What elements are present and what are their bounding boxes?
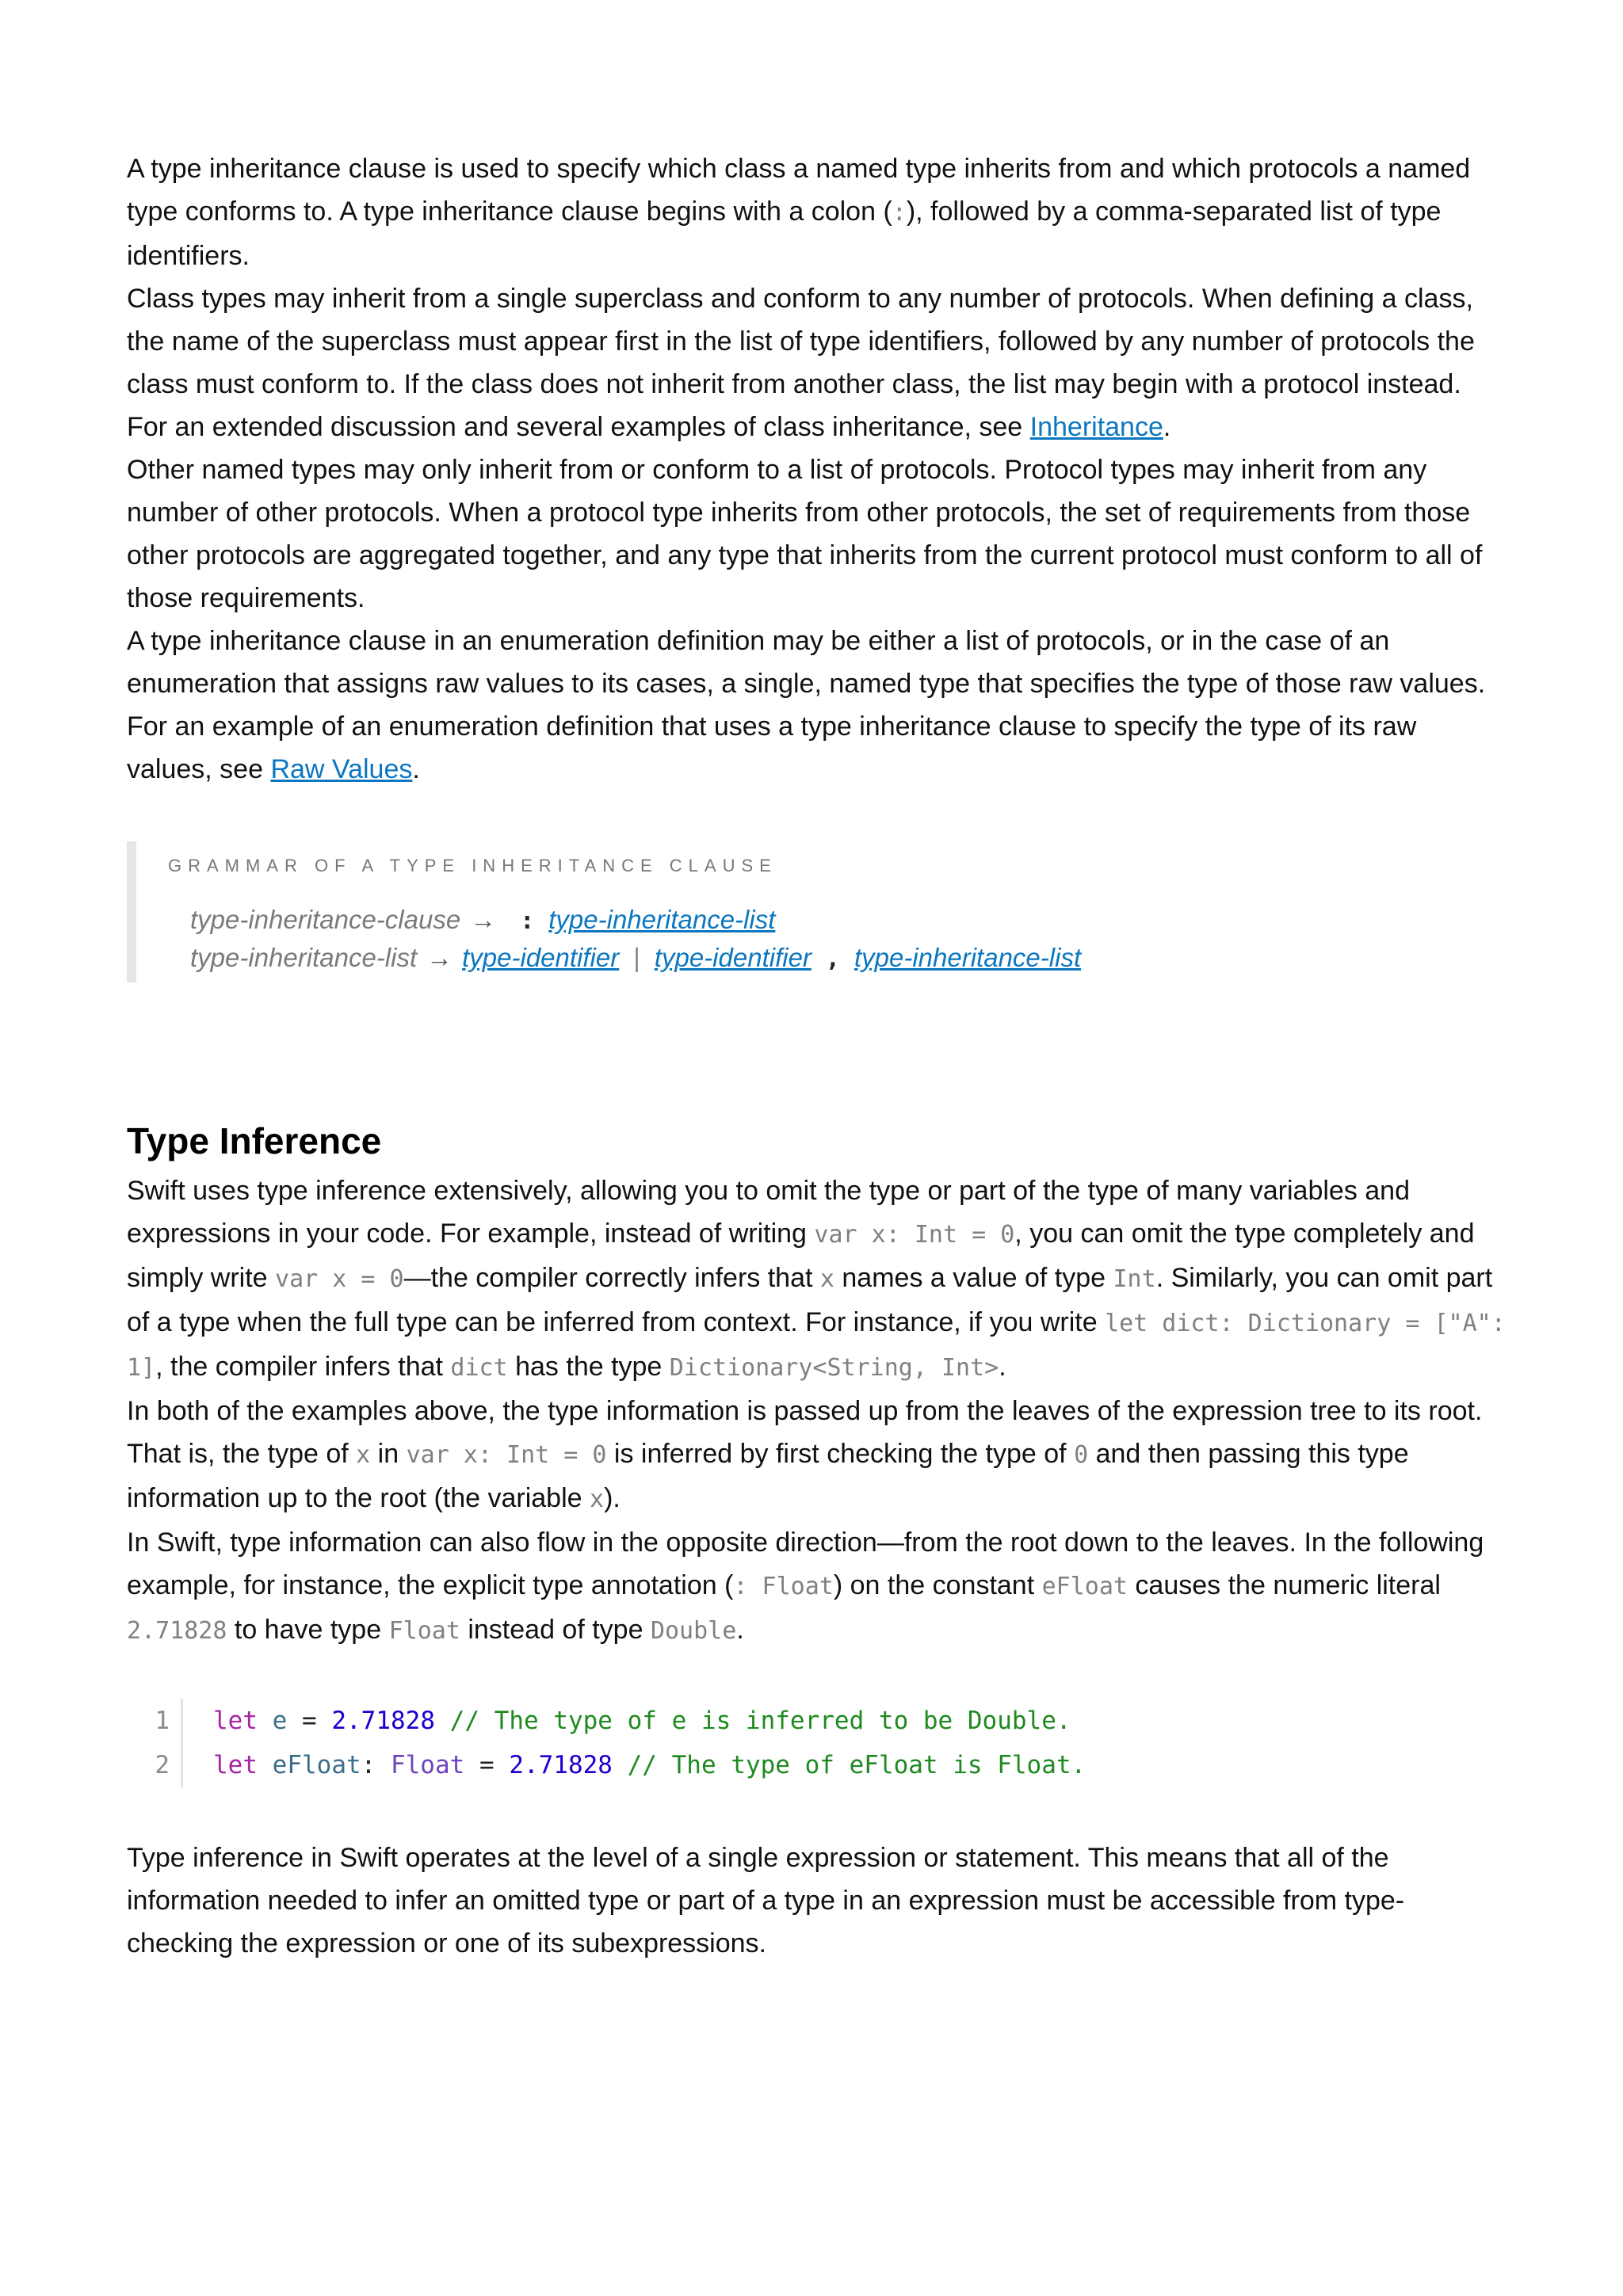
line-number: 1 (127, 1699, 183, 1743)
line-number: 2 (127, 1743, 183, 1787)
number-literal: 2.71828 (509, 1751, 613, 1779)
arrow-icon: → (470, 905, 497, 934)
paragraph-single-expression (127, 1836, 1506, 1965)
identifier: eFloat (272, 1751, 361, 1779)
inline-code: x (356, 1441, 371, 1469)
code-text (183, 1699, 1071, 1743)
text: . Similarly, you can omit part of a type when the full type can be inferred from context. For instance, if you write (127, 1263, 1493, 1337)
text: A type inheritance clause in an enumeration definition may be either a list of protocols, or in the case of an enumeration that assigns raw values to its cases, a single, named type that specifies the type of those raw values. For an example of an enumeration definition that uses a type inheritance clause to specify the type of its raw values, see (127, 626, 1486, 784)
identifier: e (272, 1707, 288, 1735)
text: Type inference in Swift operates at the level of a single expression or statement. This means that all of the information needed to infer an omitted type or part of a type in an expression must be accessible from type-checking the expression or one of its subexpressions. (127, 1843, 1405, 1958)
inline-code: eFloat (1041, 1573, 1128, 1600)
inline-code: : Float (733, 1573, 834, 1600)
text: is inferred by first checking the type of (606, 1439, 1075, 1469)
colon: : (361, 1751, 391, 1779)
grammar-lhs: type-inheritance-clause (190, 905, 461, 934)
text: has the type (507, 1352, 670, 1382)
inline-code: var x: Int = 0 (814, 1221, 1015, 1249)
grammar-link-type-inheritance-list[interactable]: type-inheritance-list (854, 943, 1082, 972)
paragraph-other-named-types (127, 448, 1506, 620)
operator: = (287, 1707, 332, 1735)
code-text (183, 1743, 1086, 1787)
text: names a value of type (834, 1263, 1113, 1293)
text: ). (604, 1483, 621, 1513)
inline-code: x (590, 1486, 605, 1513)
code-listing (127, 1699, 1506, 1787)
text: In both of the examples above, the type information is passed up from the leaves of the expression tree to its root. That is, the type of (127, 1396, 1483, 1469)
text: instead of type (460, 1615, 651, 1645)
paragraph-class-types (127, 277, 1506, 448)
text: . (736, 1615, 744, 1645)
grammar-link-type-identifier[interactable]: type-identifier (654, 943, 812, 972)
text: A type inheritance clause is used to specify which class a named type inherits from and which protocols a named type conforms to. A type inheritance clause begins with a colon ( (127, 154, 1471, 227)
text: . (1163, 412, 1171, 442)
text: causes the numeric literal (1127, 1570, 1441, 1600)
paragraph-enumeration (127, 620, 1506, 791)
grammar-lhs: type-inheritance-list (190, 943, 418, 972)
text: In Swift, type information can also flow in the opposite direction—from the root down to the leaves. In the following example, for instance, the explicit type annotation ( (127, 1527, 1484, 1600)
inline-code: var x: Int = 0 (406, 1441, 607, 1469)
inline-code: var x = 0 (275, 1265, 404, 1293)
inline-code: : (892, 199, 907, 227)
grammar-link-type-identifier[interactable]: type-identifier (462, 943, 620, 972)
comment: // The type of eFloat is Float. (612, 1751, 1086, 1779)
grammar-line-2 (190, 940, 1506, 978)
arrow-icon: → (426, 943, 453, 972)
keyword: let (213, 1751, 258, 1779)
text: and then passing this type information up to the root (the variable (127, 1439, 1409, 1513)
raw-values-link[interactable]: Raw Values (270, 754, 413, 784)
document-page (127, 147, 1506, 1965)
text: to have type (227, 1615, 389, 1645)
type-name: Float (390, 1751, 465, 1779)
grammar-title: GRAMMAR OF A TYPE INHERITANCE CLAUSE (168, 856, 777, 875)
grammar-link-type-inheritance-list[interactable]: type-inheritance-list (548, 905, 776, 934)
grammar-token: , (825, 945, 840, 973)
inline-code: let dict: Dictionary = ["A": 1] (127, 1310, 1506, 1382)
text: Swift uses type inference extensively, allowing you to omit the type or part of the type of many variables and expressions in your code. For example, instead of writing (127, 1176, 1411, 1249)
number-literal: 2.71828 (331, 1707, 435, 1735)
text: Other named types may only inherit from or conform to a list of protocols. Protocol types may inherit from any number of other protocols. When a protocol type inherits from other protocols, the set of requirements from those other protocols are aggregated together, and any type that inherits from the current protocol must conform to all of those requirements. (127, 455, 1483, 613)
code-line (127, 1699, 1506, 1743)
inline-code: 0 (1074, 1441, 1089, 1469)
grammar-alternative: | (633, 943, 640, 972)
paragraph-opposite-direction (127, 1521, 1506, 1653)
text: ) on the constant (833, 1570, 1042, 1600)
text: in (370, 1439, 407, 1469)
grammar-token: : (520, 907, 535, 935)
inline-code: Double (650, 1617, 737, 1645)
inheritance-link[interactable]: Inheritance (1029, 412, 1163, 442)
comment: // The type of e is inferred to be Double. (435, 1707, 1071, 1735)
grammar-line-1 (190, 902, 1506, 940)
text: . (412, 754, 420, 784)
text: , the compiler infers that (155, 1352, 451, 1382)
operator: = (464, 1751, 510, 1779)
grammar-box (127, 841, 1506, 982)
paragraph-both-examples (127, 1390, 1506, 1521)
code-line (127, 1743, 1506, 1787)
inline-code: x (819, 1265, 834, 1293)
text: . (999, 1352, 1006, 1382)
inline-code: dict (450, 1354, 508, 1382)
inline-code: Float (388, 1617, 460, 1645)
inline-code: 2.71828 (127, 1617, 227, 1645)
paragraph-type-inference-intro (127, 1169, 1506, 1390)
text: , you can omit the type completely and simply write (127, 1219, 1475, 1293)
text: Class types may inherit from a single superclass and conform to any number of protocols. When defining a class, the name of the superclass must appear first in the list of type identifiers, followed by any number of protocols the class must conform to. If the class does not inherit from another class, the list may begin with a protocol instead. For an extended discussion and several examples of class inheritance, see (127, 284, 1475, 442)
section-heading: Type Inference (127, 1120, 382, 1161)
keyword: let (213, 1707, 258, 1735)
text: —the compiler correctly infers that (403, 1263, 820, 1293)
inline-code: Dictionary<String, Int> (669, 1354, 999, 1382)
text: ), followed by a comma-separated list of type identifiers. (127, 196, 1442, 271)
inline-code: Int (1113, 1265, 1156, 1293)
paragraph-type-inheritance-intro (127, 147, 1506, 277)
